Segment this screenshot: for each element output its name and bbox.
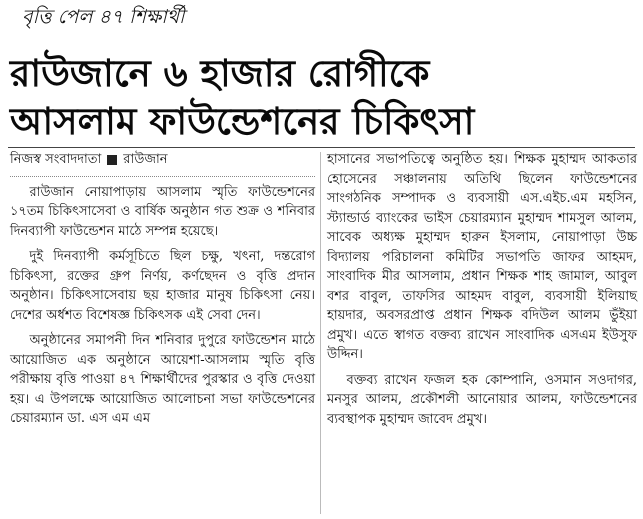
column-divider xyxy=(320,152,321,514)
left-paragraph-1: রাউজান নোয়াপাড়ায় আসলাম স্মৃতি ফাউন্ডেশনের ১৭তম চিকিৎসাসেবা ও বার্ষিক অনুষ্ঠান গত শুক্র ও শনিবার দিনব্যাপী ফাউন্ডেশন মাঠে সম্পন্ন হয়েছে। xyxy=(10,184,315,239)
left-paragraph-3: অনুষ্ঠানের সমাপনী দিন শনিবার দুপুরে ফাউন্ডেশন মাঠে আয়োজিত এক অনুষ্ঠানে আয়েশা-আসলাম স্মৃতি বৃত্তি পরীক্ষায় বৃত্তি পাওয়া ৪৭ শিক্ষার্থীদের পুরস্কার ও বৃত্তি দেওয়া হয়। এ উপলক্ষে আয়োজিত আলোচনা সভা ফাউন্ডেশনের চেয়ারম্যান ডা. এস এম এম xyxy=(10,333,315,426)
byline-square-icon xyxy=(107,155,117,165)
right-column xyxy=(327,150,637,435)
byline-divider xyxy=(10,176,315,177)
kicker: বৃত্তি পেল ৪৭ শিক্ষার্থী xyxy=(22,6,185,28)
left-paragraph-2: দুই দিনব্যাপী কর্মসূচিতে ছিল চক্ষু, খৎনা, দন্তরোগ চিকিৎসা, রক্তের গ্রুপ নির্ণয়, কর্ণছেদন ও বৃত্তি প্রদান অনুষ্ঠান। চিকিৎসাসেবায় ছয় হাজার মানুষ চিকিৎসা নেয়। দেশের অর্ধশত বিশেষজ্ঞ চিকিৎসক এই সেবা দেন। xyxy=(10,249,315,323)
headline xyxy=(10,50,635,146)
left-column xyxy=(10,150,315,435)
byline-reporter: নিজস্ব সংবাদদাতা xyxy=(10,152,102,167)
headline-line-2: আসলাম ফাউন্ডেশনের চিকিৎসা xyxy=(10,100,475,143)
byline-location: রাউজান xyxy=(123,152,168,167)
headline-rule xyxy=(8,147,635,148)
right-paragraph-1: হাসানের সভাপতিত্বে অনুষ্ঠিত হয়। শিক্ষক মুহাম্মদ আকতার হোসেনের সঞ্চালনায় অতিথি ছিলেন ফাউন্ডেশনের সাংগঠনিক সম্পাদক ও ব্যবসায়ী এস.এইচ.এম মহসিন, স্ট্যান্ডার্ড ব্যাংকের ভাইস চেয়ারম্যান মুহাম্মদ শামসুল আলম, সাবেক অধ্যক্ষ মুহাম্মদ হারুন ইসলাম, নোয়াপাড়া উচ্চ বিদ্যালয় পরিচালনা কমিটির সভাপতি জাফর আহমদ, সাংবাদিক মীর আসলাম, প্রধান শিক্ষক শাহ জামাল, আবুল বশর বাবুল, তাফসির আহমদ বাবুল, ব্যবসায়ী ইলিয়াছ হায়দার, অবসরপ্রাপ্ত প্রধান শিক্ষক বদিউল আলম ভুঁইয়া প্রমুখ। এতে স্বাগত বক্তব্য রাখেন সাংবাদিক এসএম ইউসুফ উদ্দিন। xyxy=(327,152,637,362)
byline xyxy=(10,150,315,170)
right-paragraph-2: বক্তব্য রাখেন ফজল হক কোম্পানি, ওসমান সওদাগর, মনসুর আলম, প্রকৌশলী আনোয়ার আলম, ফাউন্ডেশনের ব্যবস্থাপক মুহাম্মদ জাবেদ প্রমুখ। xyxy=(327,372,637,427)
headline-line-1: রাউজানে ৬ হাজার রোগীকে xyxy=(10,52,430,95)
